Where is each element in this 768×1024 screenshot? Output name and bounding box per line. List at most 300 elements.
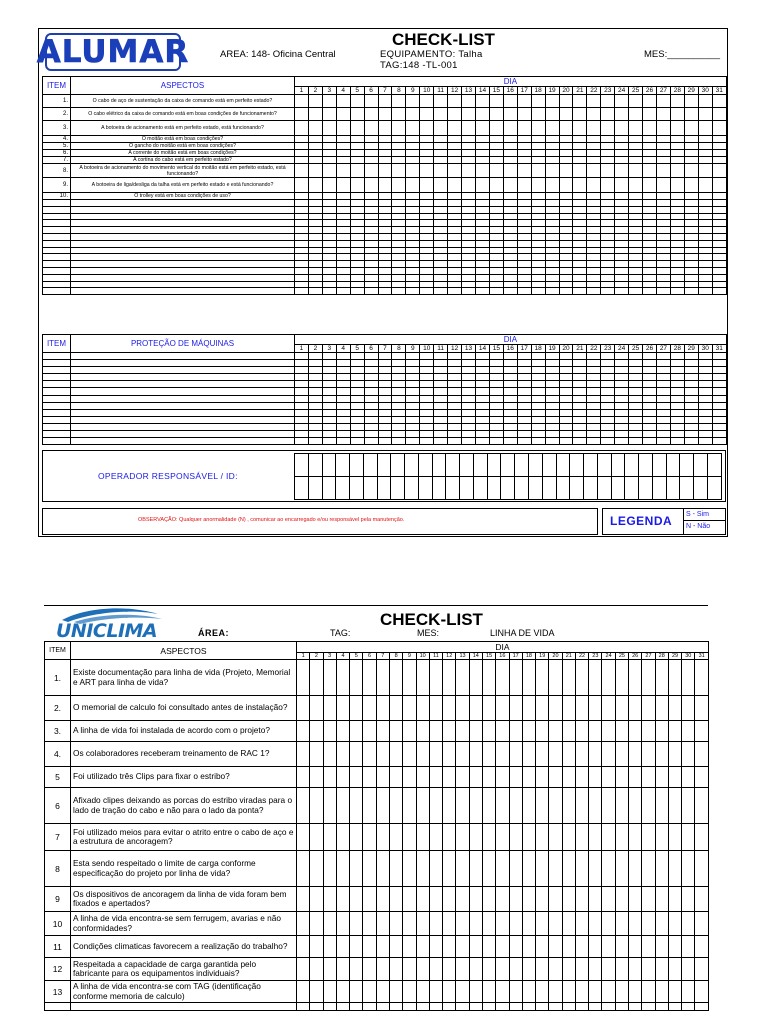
check-cell[interactable] bbox=[602, 721, 615, 742]
check-cell[interactable] bbox=[698, 416, 712, 423]
check-cell[interactable] bbox=[406, 388, 420, 395]
check-cell[interactable] bbox=[587, 374, 601, 381]
check-cell[interactable] bbox=[698, 240, 712, 247]
check-cell[interactable] bbox=[448, 157, 462, 164]
check-cell[interactable] bbox=[545, 227, 559, 234]
check-cell[interactable] bbox=[448, 281, 462, 288]
check-cell[interactable] bbox=[475, 438, 489, 445]
check-cell[interactable] bbox=[310, 851, 323, 887]
check-cell[interactable] bbox=[670, 402, 684, 409]
check-cell[interactable] bbox=[297, 696, 310, 721]
check-cell[interactable] bbox=[350, 247, 364, 254]
check-cell[interactable] bbox=[475, 136, 489, 143]
check-cell[interactable] bbox=[297, 721, 310, 742]
check-cell[interactable] bbox=[536, 1003, 549, 1011]
check-cell[interactable] bbox=[503, 164, 517, 178]
check-cell[interactable] bbox=[684, 206, 698, 213]
check-cell[interactable] bbox=[615, 95, 629, 108]
check-cell[interactable] bbox=[601, 274, 615, 281]
check-cell[interactable] bbox=[364, 213, 378, 220]
check-cell[interactable] bbox=[602, 660, 615, 696]
check-cell[interactable] bbox=[462, 247, 476, 254]
check-cell[interactable] bbox=[629, 381, 643, 388]
check-cell[interactable] bbox=[509, 958, 522, 981]
check-cell[interactable] bbox=[434, 416, 448, 423]
check-cell[interactable] bbox=[503, 267, 517, 274]
check-cell[interactable] bbox=[389, 824, 402, 851]
check-cell[interactable] bbox=[378, 95, 392, 108]
check-cell[interactable] bbox=[522, 958, 535, 981]
check-cell[interactable] bbox=[503, 395, 517, 402]
check-cell[interactable] bbox=[545, 274, 559, 281]
check-cell[interactable] bbox=[489, 409, 503, 416]
check-cell[interactable] bbox=[448, 233, 462, 240]
check-cell[interactable] bbox=[656, 281, 670, 288]
check-cell[interactable] bbox=[462, 178, 476, 193]
check-cell[interactable] bbox=[489, 157, 503, 164]
check-cell[interactable] bbox=[601, 227, 615, 234]
check-cell[interactable] bbox=[695, 788, 708, 824]
check-cell[interactable] bbox=[295, 388, 309, 395]
check-cell[interactable] bbox=[601, 423, 615, 430]
check-cell[interactable] bbox=[416, 981, 429, 1003]
check-cell[interactable] bbox=[475, 206, 489, 213]
check-cell[interactable] bbox=[295, 193, 309, 200]
check-cell[interactable] bbox=[336, 227, 350, 234]
check-cell[interactable] bbox=[698, 431, 712, 438]
check-cell[interactable] bbox=[376, 981, 389, 1003]
check-cell[interactable] bbox=[670, 136, 684, 143]
check-cell[interactable] bbox=[406, 200, 420, 207]
check-cell[interactable] bbox=[684, 288, 698, 295]
check-cell[interactable] bbox=[429, 767, 442, 788]
check-cell[interactable] bbox=[420, 247, 434, 254]
check-cell[interactable] bbox=[670, 157, 684, 164]
check-cell[interactable] bbox=[559, 381, 573, 388]
check-cell[interactable] bbox=[656, 381, 670, 388]
check-cell[interactable] bbox=[531, 213, 545, 220]
check-cell[interactable] bbox=[475, 395, 489, 402]
check-cell[interactable] bbox=[712, 438, 726, 445]
check-cell[interactable] bbox=[406, 395, 420, 402]
check-cell[interactable] bbox=[489, 220, 503, 227]
check-cell[interactable] bbox=[615, 374, 629, 381]
operador-cell[interactable] bbox=[666, 454, 680, 477]
check-cell[interactable] bbox=[695, 1003, 708, 1011]
check-cell[interactable] bbox=[496, 824, 509, 851]
check-cell[interactable] bbox=[297, 767, 310, 788]
check-cell[interactable] bbox=[392, 178, 406, 193]
check-cell[interactable] bbox=[448, 150, 462, 157]
check-cell[interactable] bbox=[310, 660, 323, 696]
check-cell[interactable] bbox=[615, 409, 629, 416]
check-cell[interactable] bbox=[670, 108, 684, 121]
check-cell[interactable] bbox=[429, 912, 442, 936]
check-cell[interactable] bbox=[322, 108, 336, 121]
check-cell[interactable] bbox=[448, 388, 462, 395]
check-cell[interactable] bbox=[420, 438, 434, 445]
check-cell[interactable] bbox=[475, 381, 489, 388]
check-cell[interactable] bbox=[443, 721, 456, 742]
check-cell[interactable] bbox=[336, 721, 349, 742]
operador-cell[interactable] bbox=[611, 454, 625, 477]
check-cell[interactable] bbox=[629, 742, 642, 767]
check-cell[interactable] bbox=[420, 367, 434, 374]
check-cell[interactable] bbox=[420, 261, 434, 268]
check-cell[interactable] bbox=[322, 360, 336, 367]
check-cell[interactable] bbox=[643, 353, 657, 360]
check-cell[interactable] bbox=[434, 108, 448, 121]
check-cell[interactable] bbox=[392, 157, 406, 164]
check-cell[interactable] bbox=[545, 143, 559, 150]
check-cell[interactable] bbox=[378, 213, 392, 220]
check-cell[interactable] bbox=[420, 360, 434, 367]
check-cell[interactable] bbox=[295, 233, 309, 240]
check-cell[interactable] bbox=[322, 388, 336, 395]
check-cell[interactable] bbox=[416, 824, 429, 851]
check-cell[interactable] bbox=[522, 851, 535, 887]
check-cell[interactable] bbox=[643, 233, 657, 240]
check-cell[interactable] bbox=[549, 912, 562, 936]
check-cell[interactable] bbox=[601, 261, 615, 268]
check-cell[interactable] bbox=[392, 274, 406, 281]
check-cell[interactable] bbox=[587, 240, 601, 247]
check-cell[interactable] bbox=[601, 157, 615, 164]
check-cell[interactable] bbox=[545, 178, 559, 193]
check-cell[interactable] bbox=[322, 200, 336, 207]
check-cell[interactable] bbox=[670, 438, 684, 445]
check-cell[interactable] bbox=[403, 742, 416, 767]
check-cell[interactable] bbox=[336, 936, 349, 958]
check-cell[interactable] bbox=[323, 981, 336, 1003]
check-cell[interactable] bbox=[509, 824, 522, 851]
check-cell[interactable] bbox=[531, 402, 545, 409]
check-cell[interactable] bbox=[698, 254, 712, 261]
check-cell[interactable] bbox=[475, 261, 489, 268]
check-cell[interactable] bbox=[403, 696, 416, 721]
check-cell[interactable] bbox=[643, 374, 657, 381]
check-cell[interactable] bbox=[378, 388, 392, 395]
check-cell[interactable] bbox=[403, 912, 416, 936]
check-cell[interactable] bbox=[489, 367, 503, 374]
check-cell[interactable] bbox=[429, 958, 442, 981]
check-cell[interactable] bbox=[573, 164, 587, 178]
check-cell[interactable] bbox=[503, 360, 517, 367]
check-cell[interactable] bbox=[448, 416, 462, 423]
check-cell[interactable] bbox=[643, 143, 657, 150]
check-cell[interactable] bbox=[562, 742, 575, 767]
check-cell[interactable] bbox=[456, 851, 469, 887]
check-cell[interactable] bbox=[531, 157, 545, 164]
check-cell[interactable] bbox=[434, 247, 448, 254]
check-cell[interactable] bbox=[522, 742, 535, 767]
check-cell[interactable] bbox=[682, 912, 695, 936]
check-cell[interactable] bbox=[615, 108, 629, 121]
check-cell[interactable] bbox=[684, 274, 698, 281]
check-cell[interactable] bbox=[378, 360, 392, 367]
check-cell[interactable] bbox=[434, 157, 448, 164]
check-cell[interactable] bbox=[448, 267, 462, 274]
check-cell[interactable] bbox=[656, 395, 670, 402]
check-cell[interactable] bbox=[682, 696, 695, 721]
check-cell[interactable] bbox=[642, 742, 655, 767]
check-cell[interactable] bbox=[668, 721, 681, 742]
check-cell[interactable] bbox=[629, 360, 643, 367]
check-cell[interactable] bbox=[655, 1003, 668, 1011]
operador-cell[interactable] bbox=[432, 477, 446, 500]
check-cell[interactable] bbox=[308, 416, 322, 423]
check-cell[interactable] bbox=[615, 402, 629, 409]
check-cell[interactable] bbox=[322, 409, 336, 416]
check-cell[interactable] bbox=[392, 395, 406, 402]
check-cell[interactable] bbox=[448, 136, 462, 143]
check-cell[interactable] bbox=[615, 193, 629, 200]
check-cell[interactable] bbox=[589, 788, 602, 824]
check-cell[interactable] bbox=[420, 416, 434, 423]
check-cell[interactable] bbox=[323, 742, 336, 767]
check-cell[interactable] bbox=[517, 395, 531, 402]
check-cell[interactable] bbox=[496, 767, 509, 788]
check-cell[interactable] bbox=[545, 150, 559, 157]
check-cell[interactable] bbox=[531, 267, 545, 274]
check-cell[interactable] bbox=[496, 721, 509, 742]
check-cell[interactable] bbox=[573, 108, 587, 121]
check-cell[interactable] bbox=[573, 220, 587, 227]
check-cell[interactable] bbox=[670, 367, 684, 374]
check-cell[interactable] bbox=[336, 233, 350, 240]
check-cell[interactable] bbox=[531, 274, 545, 281]
check-cell[interactable] bbox=[406, 121, 420, 136]
check-cell[interactable] bbox=[629, 193, 643, 200]
check-cell[interactable] bbox=[712, 121, 726, 136]
check-cell[interactable] bbox=[587, 360, 601, 367]
operador-cell[interactable] bbox=[611, 477, 625, 500]
check-cell[interactable] bbox=[587, 261, 601, 268]
check-cell[interactable] bbox=[416, 742, 429, 767]
check-cell[interactable] bbox=[549, 851, 562, 887]
check-cell[interactable] bbox=[462, 261, 476, 268]
check-cell[interactable] bbox=[392, 416, 406, 423]
check-cell[interactable] bbox=[308, 353, 322, 360]
check-cell[interactable] bbox=[456, 696, 469, 721]
check-cell[interactable] bbox=[712, 423, 726, 430]
check-cell[interactable] bbox=[684, 402, 698, 409]
check-cell[interactable] bbox=[587, 402, 601, 409]
check-cell[interactable] bbox=[482, 742, 495, 767]
check-cell[interactable] bbox=[698, 206, 712, 213]
check-cell[interactable] bbox=[545, 423, 559, 430]
check-cell[interactable] bbox=[503, 200, 517, 207]
check-cell[interactable] bbox=[522, 824, 535, 851]
check-cell[interactable] bbox=[656, 367, 670, 374]
check-cell[interactable] bbox=[448, 402, 462, 409]
check-cell[interactable] bbox=[643, 409, 657, 416]
check-cell[interactable] bbox=[682, 767, 695, 788]
check-cell[interactable] bbox=[615, 438, 629, 445]
operador-cell[interactable] bbox=[363, 454, 377, 477]
check-cell[interactable] bbox=[682, 721, 695, 742]
check-cell[interactable] bbox=[489, 431, 503, 438]
check-cell[interactable] bbox=[308, 423, 322, 430]
check-cell[interactable] bbox=[642, 912, 655, 936]
check-cell[interactable] bbox=[310, 936, 323, 958]
check-cell[interactable] bbox=[336, 660, 349, 696]
check-cell[interactable] bbox=[364, 388, 378, 395]
check-cell[interactable] bbox=[389, 767, 402, 788]
check-cell[interactable] bbox=[559, 247, 573, 254]
operador-cell[interactable] bbox=[295, 454, 309, 477]
check-cell[interactable] bbox=[615, 164, 629, 178]
check-cell[interactable] bbox=[517, 423, 531, 430]
check-cell[interactable] bbox=[668, 696, 681, 721]
check-cell[interactable] bbox=[420, 288, 434, 295]
check-cell[interactable] bbox=[670, 360, 684, 367]
check-cell[interactable] bbox=[448, 438, 462, 445]
check-cell[interactable] bbox=[601, 121, 615, 136]
check-cell[interactable] bbox=[670, 409, 684, 416]
check-cell[interactable] bbox=[482, 696, 495, 721]
check-cell[interactable] bbox=[376, 936, 389, 958]
check-cell[interactable] bbox=[615, 261, 629, 268]
check-cell[interactable] bbox=[350, 958, 363, 981]
check-cell[interactable] bbox=[589, 742, 602, 767]
check-cell[interactable] bbox=[475, 367, 489, 374]
check-cell[interactable] bbox=[336, 213, 350, 220]
check-cell[interactable] bbox=[682, 1003, 695, 1011]
check-cell[interactable] bbox=[643, 220, 657, 227]
check-cell[interactable] bbox=[392, 374, 406, 381]
check-cell[interactable] bbox=[416, 887, 429, 912]
check-cell[interactable] bbox=[629, 824, 642, 851]
check-cell[interactable] bbox=[448, 367, 462, 374]
check-cell[interactable] bbox=[517, 254, 531, 261]
check-cell[interactable] bbox=[364, 247, 378, 254]
check-cell[interactable] bbox=[629, 721, 642, 742]
check-cell[interactable] bbox=[378, 240, 392, 247]
check-cell[interactable] bbox=[420, 108, 434, 121]
check-cell[interactable] bbox=[601, 254, 615, 261]
check-cell[interactable] bbox=[589, 958, 602, 981]
check-cell[interactable] bbox=[389, 721, 402, 742]
check-cell[interactable] bbox=[615, 423, 629, 430]
check-cell[interactable] bbox=[462, 267, 476, 274]
check-cell[interactable] bbox=[695, 958, 708, 981]
check-cell[interactable] bbox=[350, 423, 364, 430]
check-cell[interactable] bbox=[549, 742, 562, 767]
check-cell[interactable] bbox=[308, 136, 322, 143]
check-cell[interactable] bbox=[420, 240, 434, 247]
check-cell[interactable] bbox=[336, 150, 350, 157]
check-cell[interactable] bbox=[434, 367, 448, 374]
check-cell[interactable] bbox=[416, 936, 429, 958]
check-cell[interactable] bbox=[698, 220, 712, 227]
operador-cell[interactable] bbox=[295, 477, 309, 500]
check-cell[interactable] bbox=[378, 121, 392, 136]
check-cell[interactable] bbox=[684, 409, 698, 416]
check-cell[interactable] bbox=[559, 431, 573, 438]
check-cell[interactable] bbox=[629, 227, 643, 234]
check-cell[interactable] bbox=[403, 660, 416, 696]
check-cell[interactable] bbox=[434, 178, 448, 193]
check-cell[interactable] bbox=[406, 281, 420, 288]
check-cell[interactable] bbox=[336, 360, 350, 367]
operador-cell[interactable] bbox=[694, 477, 708, 500]
check-cell[interactable] bbox=[416, 1003, 429, 1011]
check-cell[interactable] bbox=[475, 150, 489, 157]
check-cell[interactable] bbox=[615, 143, 629, 150]
check-cell[interactable] bbox=[350, 150, 364, 157]
check-cell[interactable] bbox=[643, 416, 657, 423]
check-cell[interactable] bbox=[629, 388, 643, 395]
check-cell[interactable] bbox=[462, 402, 476, 409]
check-cell[interactable] bbox=[655, 742, 668, 767]
check-cell[interactable] bbox=[406, 288, 420, 295]
check-cell[interactable] bbox=[406, 143, 420, 150]
check-cell[interactable] bbox=[615, 851, 628, 887]
check-cell[interactable] bbox=[615, 136, 629, 143]
check-cell[interactable] bbox=[682, 981, 695, 1003]
check-cell[interactable] bbox=[322, 267, 336, 274]
check-cell[interactable] bbox=[531, 423, 545, 430]
check-cell[interactable] bbox=[656, 254, 670, 261]
check-cell[interactable] bbox=[389, 788, 402, 824]
check-cell[interactable] bbox=[712, 220, 726, 227]
check-cell[interactable] bbox=[406, 95, 420, 108]
check-cell[interactable] bbox=[503, 409, 517, 416]
check-cell[interactable] bbox=[475, 193, 489, 200]
check-cell[interactable] bbox=[392, 402, 406, 409]
check-cell[interactable] bbox=[642, 958, 655, 981]
check-cell[interactable] bbox=[531, 360, 545, 367]
check-cell[interactable] bbox=[573, 423, 587, 430]
check-cell[interactable] bbox=[695, 696, 708, 721]
check-cell[interactable] bbox=[670, 423, 684, 430]
check-cell[interactable] bbox=[517, 431, 531, 438]
check-cell[interactable] bbox=[668, 824, 681, 851]
check-cell[interactable] bbox=[503, 374, 517, 381]
check-cell[interactable] bbox=[562, 958, 575, 981]
check-cell[interactable] bbox=[712, 108, 726, 121]
check-cell[interactable] bbox=[392, 431, 406, 438]
check-cell[interactable] bbox=[475, 220, 489, 227]
check-cell[interactable] bbox=[310, 981, 323, 1003]
check-cell[interactable] bbox=[587, 267, 601, 274]
check-cell[interactable] bbox=[615, 233, 629, 240]
operador-cell[interactable] bbox=[460, 454, 474, 477]
check-cell[interactable] bbox=[517, 360, 531, 367]
check-cell[interactable] bbox=[403, 767, 416, 788]
check-cell[interactable] bbox=[392, 261, 406, 268]
check-cell[interactable] bbox=[682, 851, 695, 887]
check-cell[interactable] bbox=[559, 367, 573, 374]
check-cell[interactable] bbox=[295, 274, 309, 281]
check-cell[interactable] bbox=[420, 233, 434, 240]
check-cell[interactable] bbox=[350, 121, 364, 136]
check-cell[interactable] bbox=[350, 696, 363, 721]
check-cell[interactable] bbox=[482, 788, 495, 824]
check-cell[interactable] bbox=[670, 416, 684, 423]
check-cell[interactable] bbox=[420, 220, 434, 227]
check-cell[interactable] bbox=[336, 261, 350, 268]
check-cell[interactable] bbox=[642, 788, 655, 824]
check-cell[interactable] bbox=[322, 164, 336, 178]
check-cell[interactable] bbox=[589, 721, 602, 742]
operador-cell[interactable] bbox=[308, 454, 322, 477]
check-cell[interactable] bbox=[392, 254, 406, 261]
check-cell[interactable] bbox=[406, 374, 420, 381]
check-cell[interactable] bbox=[489, 200, 503, 207]
check-cell[interactable] bbox=[496, 788, 509, 824]
